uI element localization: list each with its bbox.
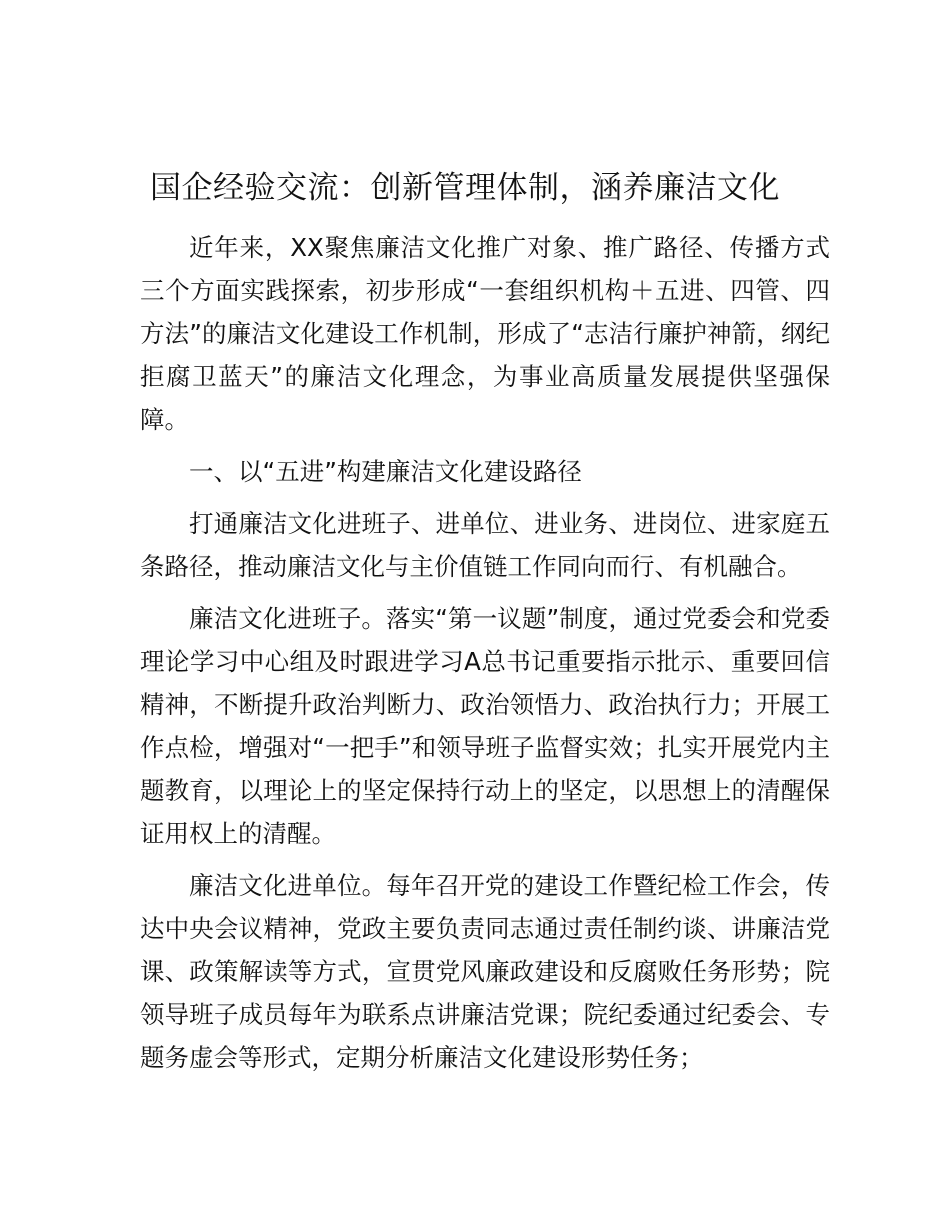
paragraph-intro: 近年来，XX聚焦廉洁文化推广对象、推广路径、传播方式三个方面实践探索，初步形成“一套组织机构＋五进、四管、四方法”的廉洁文化建设工作机制，形成了“志洁行廉护神箭，纲纪拒腐卫蓝天”的廉洁文化理念，为事业高质量发展提供坚强保障。 [140, 233, 830, 434]
paragraph-leadership: 廉洁文化进班子。落实“第一议题”制度，通过党委会和党委理论学习中心组及时跟进学习A总书记重要指示批示、重要回信精神，不断提升政治判断力、政治领悟力、政治执行力；开展工作点检，增强对“一把手”和领导班子监督实效；扎实开展党内主题教育，以理论上的坚定保持行动上的坚定，以思想上的清醒保证用权上的清醒。 [140, 604, 830, 848]
section-heading-1: 一、以“五进”构建廉洁文化建设路径 [189, 457, 582, 486]
document-body [140, 226, 830, 1079]
document-title: 国企经验交流：创新管理体制，涵养廉洁文化 [150, 170, 780, 206]
paragraph-units: 廉洁文化进单位。每年召开党的建设工作暨纪检工作会，传达中央会议精神，党政主要负责同志通过责任制约谈、讲廉洁党课、政策解读等方式，宣贯党风廉政建设和反腐败任务形势；院领导班子成员每年为联系点讲廉洁党课；院纪委通过纪委会、专题务虚会等形式，定期分析廉洁文化建设形势任务； [140, 871, 830, 1072]
paragraph-five-paths: 打通廉洁文化进班子、进单位、进业务、进岗位、进家庭五条路径，推动廉洁文化与主价值链工作同向而行、有机融合。 [140, 509, 830, 581]
